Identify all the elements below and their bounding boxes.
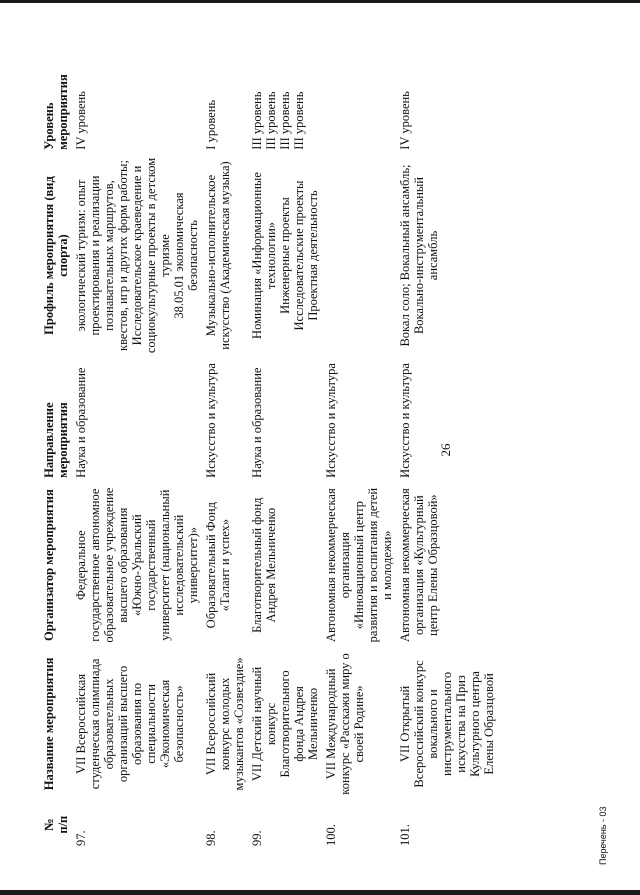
row-organizer: Федеральное государственное автономное образовательное учреждение высшего образования «Южно-Уральский государственный университет (национальный исследовательский университет)»	[74, 487, 200, 643]
profile-item: Вокал соло; Вокальный ансамбль; Вокально-инструментальный ансамбль	[398, 164, 440, 347]
profile-item: Номинация «Информационные технологии»	[250, 172, 278, 339]
row-profile	[72, 154, 202, 358]
row-direction: Искусство и культура	[204, 363, 218, 478]
level-item: III уровень	[292, 91, 306, 150]
row-name: VII Международный конкурс «Расскажи миру о своей Родине»	[324, 653, 366, 795]
row-direction: Искусство и культура	[398, 363, 412, 478]
table-row	[322, 45, 396, 850]
rotated-table-sheet	[20, 35, 620, 865]
row-level	[72, 45, 202, 154]
row-direction: Наука и образование	[250, 367, 264, 478]
header-num-line: №	[42, 818, 56, 831]
row-direction: Искусство и культура	[324, 363, 338, 478]
header-name: Название мероприятия	[42, 657, 56, 791]
header-direction: Направление мероприятия	[42, 402, 70, 478]
row-level	[202, 45, 248, 154]
row-profile	[322, 154, 396, 358]
row-profile	[202, 154, 248, 358]
row-organizer: Автономная некоммерческая организация «Культурный центр Елены Образцовой»	[398, 488, 440, 643]
row-profile	[248, 154, 322, 358]
row-profile	[396, 154, 498, 358]
row-num: 100.	[324, 824, 338, 846]
row-organizer: Благотворительный фонд Андрея Мельниченко	[250, 497, 278, 633]
profile-item: экологический туризм: опыт проектирования и реализации познавательных маршрутов, квестов, игр и других форм работы;	[74, 160, 130, 351]
row-direction: Наука и образование	[74, 367, 88, 478]
header-num	[40, 799, 72, 850]
level-item: IV уровень	[74, 91, 88, 150]
header-organizer: Организатор мероприятия	[42, 489, 56, 642]
level-item: III уровень	[250, 91, 264, 150]
page-number: 26	[438, 443, 453, 457]
profile-item: Исследовательское краеведение и социокультурные проекты в детском туризме	[130, 157, 172, 354]
row-name: VII Всероссийская студенческая олимпиада образовательных организаций высшего образования по специальности «Экономическая безопасность»	[74, 658, 186, 790]
table-header-row	[40, 45, 72, 850]
header-profile: Профиль мероприятия (вид спорта)	[42, 176, 70, 335]
row-organizer: Образовательный Фонд «Талант и успех»	[204, 502, 232, 629]
header-level: Уровень мероприятия	[42, 74, 70, 150]
level-item: I уровень	[204, 99, 218, 150]
table-row	[248, 45, 322, 850]
header-num-line: п/п	[56, 815, 70, 834]
row-level	[248, 45, 322, 154]
row-num: 97.	[74, 830, 88, 846]
profile-item: Инженерные проекты	[278, 197, 292, 314]
profile-item: Исследовательские проекты	[292, 180, 306, 331]
scan-border-bottom	[0, 890, 640, 895]
table-row	[72, 45, 202, 850]
profile-item: Проектная деятельность	[306, 190, 320, 321]
row-num: 98.	[204, 830, 218, 846]
table-row	[396, 45, 498, 850]
level-item: IV уровень	[398, 91, 412, 150]
row-name: VII Открытый Всероссийский конкурс вокального и инструментального искусства на Приз Культурного центра Елены Образцовой	[398, 660, 496, 788]
row-name: VII Детский научный конкурс Благотворительного фонда Андрея Мельниченко	[250, 666, 320, 782]
scan-border-top	[0, 0, 640, 3]
level-item: III уровень	[264, 91, 278, 150]
row-num: 101.	[398, 824, 412, 846]
table-row	[202, 45, 248, 850]
level-item: III уровень	[278, 91, 292, 150]
row-name: VII Всероссийский конкурс молодых музыкантов «Созвездие»	[204, 657, 246, 791]
row-num: 99.	[250, 830, 264, 846]
table-body	[72, 45, 498, 850]
row-level	[396, 45, 498, 154]
row-level	[322, 45, 396, 154]
row-organizer: Автономная некоммерческая организация «Инновационный центр развития и воспитания детей и молодежи»	[324, 487, 394, 643]
events-table	[40, 45, 498, 850]
profile-item: Музыкально-исполнительское искусство (Академическая музыка)	[204, 161, 232, 350]
footer-note: Перечень - 03	[598, 806, 608, 865]
profile-item: 38.05.01 экономическая безопасность	[172, 192, 200, 319]
